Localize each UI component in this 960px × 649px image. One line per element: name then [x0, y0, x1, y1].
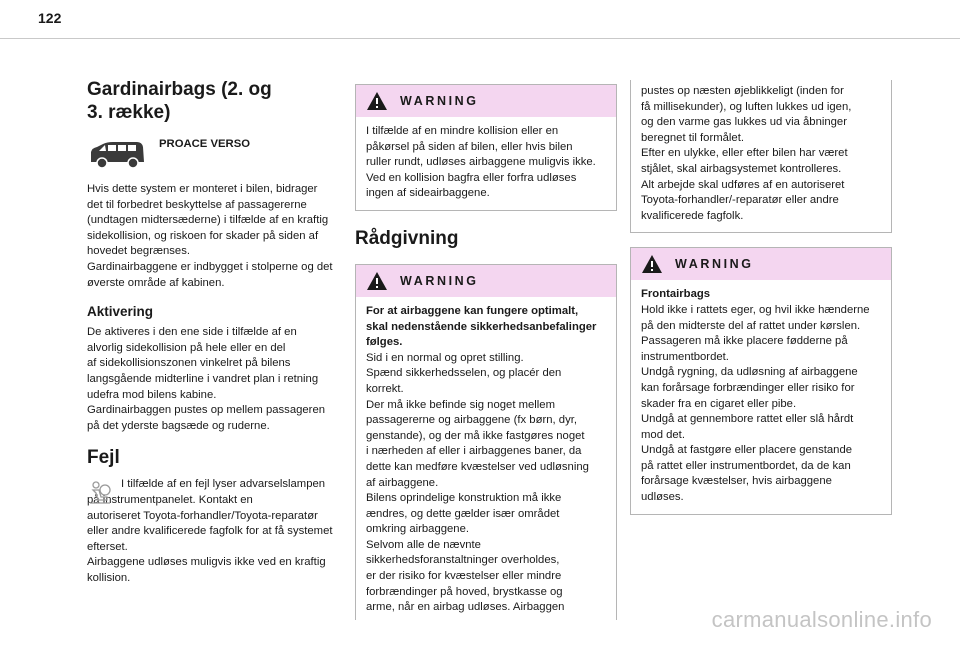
- activation-text: De aktiveres i den ene side i tilfælde af en alvorlig sidekollision på hele eller en del af sidekollisionszonen vinkelret på bilens langsgående midterline i vandret plan i retning udefra mod bilens kabine. Gardinairbaggen pustes op mellem passageren på det yderste bagsæde og ruderne.: [87, 326, 326, 432]
- activation-heading: Aktivering: [87, 304, 154, 320]
- warning-box-2-continued: [630, 80, 892, 233]
- warning-header: [631, 248, 891, 280]
- column-middle: [355, 84, 617, 620]
- model-label: PROACE VERSO: [159, 138, 251, 150]
- warning-2-lead: For at airbaggene kan fungere optimalt, skal nedenstående sikkerhedsanbefalinger følges.: [366, 304, 597, 349]
- warning-2-text: Sid i en normal og opret stilling. Spænd sikkerhedsselen, og placér den korrekt. Der må ikke befinde sig noget mellem passagererne og airbaggene (fx børn, dyr, genstande), og der må ikke fastgøres noget i nærheden af eller i airbaggenes baner, da dette kan medføre kvæstelser ved udløsning af airbaggene. Bilens oprindelige konstruktion må ikke ændres, og dette gælder især området omkring airbaggene. Selvom alle de nævnte sikkerhedsforanstaltninger overholdes, er der risiko for kvæstelser eller mindre forbrændinger på hoved, brystkasse og arme, når en airbag udløses. Airbaggen: [366, 351, 589, 614]
- page-number: 122: [38, 10, 62, 26]
- advice-heading: Rådgivning: [355, 227, 459, 249]
- fault-heading: Fejl: [87, 447, 120, 469]
- warning-3-text: Hold ikke i rattets eger, og hvil ikke hænderne på den midterste del af rattet under kørslen. Passageren må ikke placere fødderne på instrumentbordet. Undgå rygning, da udløsning af airbaggene kan forårsage forbrændinger eller risiko for skader fra en cigaret eller pibe. Undgå at gennembore rattet eller slå hårdt mod det. Undgå at fastgøre eller placere genstande på rattet eller instrumentbordet, da de kan forårsage kvæstelser, hvis airbaggene udløses.: [641, 303, 870, 504]
- fault-text: I tilfælde af en fejl lyser advarselslampen på instrumentpanelet. Kontakt en autoriseret Toyota-forhandler/Toyota-reparatør eller andre kvalificerede fagfolk for at få systemet efterset. Airbaggene udløses muligvis ikke ved en kraftig kollision.: [87, 478, 333, 584]
- warning-triangle-icon: [366, 91, 388, 111]
- fault-row: [87, 477, 357, 586]
- warning-1-text: I tilfælde af en mindre kollision eller en påkørsel på siden af bilen, eller hvis bilen ruller rundt, udløses airbaggene muligvis ikke. Ved en kollision bagfra eller forfra udløses ingen af sideairbaggene.: [366, 125, 596, 200]
- warning-title: WARNING: [400, 94, 479, 108]
- warning-header: [356, 85, 616, 117]
- warning-header: [356, 265, 616, 297]
- model-row: [87, 136, 357, 170]
- warning-title: WARNING: [400, 273, 479, 288]
- curtain-airbags-intro: Hvis dette system er monteret i bilen, bidrager det til forbedret beskyttelse af passagererne (undtagen midtersæderne) i tilfælde af en kraftig sidekollision, og riskoen for skader på siden af hovedet begrænses. Gardinairbaggene er indbygget i stolperne og det øverste område af kabinen.: [87, 183, 333, 289]
- warning-box-1: [355, 84, 617, 211]
- column-right: [630, 80, 892, 515]
- airbag-warning-lamp-icon: [87, 479, 113, 505]
- warning-3-lead: Frontairbags: [641, 288, 711, 301]
- warning-box-3: [630, 247, 892, 514]
- van-icon: [87, 140, 147, 170]
- header-divider: [0, 38, 960, 39]
- warning-title: WARNING: [675, 257, 754, 272]
- curtain-airbags-title: Gardinairbags (2. og 3. række): [87, 79, 272, 123]
- warning-triangle-icon: [366, 271, 388, 291]
- warning-box-2: [355, 264, 617, 620]
- column-left: [87, 78, 357, 586]
- watermark-text: carmanualsonline.info: [711, 607, 932, 632]
- warning-triangle-icon: [641, 254, 663, 274]
- warning-2-continued-text: pustes op næsten øjeblikkeligt (inden for få millisekunder), og luften lukkes ud igen, og den varme gas lukkes ud via åbninger beregnet til formålet. Efter en ulykke, eller efter bilen har været stjålet, skal airbagsystemet kontrolleres. Alt arbejde skal udføres af en autoriseret Toyota-forhandler/-reparatør eller andre kvalificerede fagfolk.: [641, 85, 852, 222]
